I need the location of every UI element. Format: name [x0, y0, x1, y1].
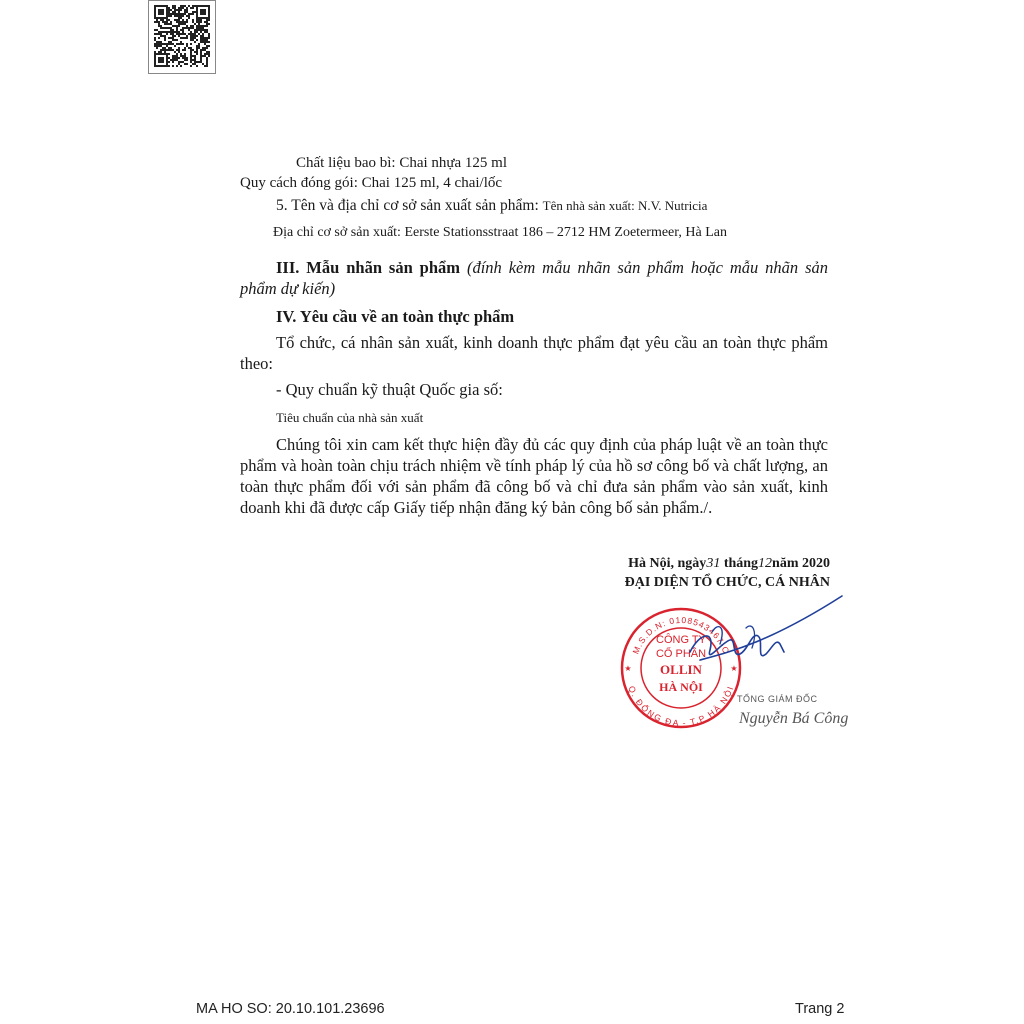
- stamp-bottom-text: Q. ĐỐNG ĐA - T.P HÀ NỘI: [626, 684, 736, 729]
- packaging-material: Chất liệu bao bì: Chai nhựa 125 ml: [296, 155, 508, 171]
- section3-heading: III. Mẫu nhãn sản phẩm: [276, 258, 461, 277]
- qr-code: [148, 0, 216, 74]
- section3-note: (đính kèm mẫu nhãn sản phẩm hoặc mẫu nhãn sản phẩm dự kiến): [240, 258, 828, 298]
- date-month-label: tháng: [723, 556, 759, 571]
- packaging-spec: Quy cách đóng gói: Chai 125 ml, 4 chai/lốc: [240, 175, 503, 191]
- qr-code-icon: [154, 5, 210, 67]
- handwritten-signature: [660, 592, 850, 692]
- date-place-prefix: Hà Nội, ngày: [628, 556, 707, 571]
- file-code: MA HO SO: 20.10.101.23696: [196, 1001, 385, 1017]
- stamp-line3: OLLIN: [660, 662, 702, 677]
- stamp-line2: CỔ PHẦN: [655, 648, 707, 660]
- date-month: 12: [758, 556, 773, 571]
- date-line: [560, 554, 830, 573]
- page-number: Trang 2: [795, 1001, 845, 1017]
- stamp-line1: CÔNG TY: [656, 634, 706, 646]
- section5-address: Địa chỉ cơ sở sản xuất: Eerste Stationsstraat 186 – 2712 HM Zoetermeer, Hà Lan: [273, 225, 727, 240]
- section5-manufacturer: Tên nhà sản xuất: N.V. Nutricia: [542, 198, 708, 213]
- stamp-ring-text: M.S.D.N: 0108543467-C: [630, 614, 732, 656]
- stamp-star-right: ★: [730, 664, 738, 673]
- stamp-star-left: ★: [624, 664, 632, 673]
- signature-block: [560, 554, 830, 592]
- date-year: năm 2020: [772, 556, 830, 571]
- stamp-line4: HÀ NỘI: [659, 680, 703, 694]
- standard-value: Tiêu chuẩn của nhà sản xuất: [276, 410, 424, 425]
- section4-intro: Tổ chức, cá nhân sản xuất, kinh doanh thực phẩm đạt yêu cầu an toàn thực phẩm theo:: [240, 333, 828, 373]
- section5-title: 5. Tên và địa chỉ cơ sở sản xuất sản phẩm:: [276, 197, 539, 214]
- representative-label: ĐẠI DIỆN TỔ CHỨC, CÁ NHÂN: [624, 575, 830, 590]
- section3-paragraph: [240, 257, 828, 299]
- director-title: TỔNG GIÁM ĐỐC: [737, 694, 818, 704]
- director-name: Nguyễn Bá Công: [739, 710, 849, 727]
- section5-line: [276, 197, 707, 215]
- commitment-paragraph: Chúng tôi xin cam kết thực hiện đầy đủ các quy định của pháp luật về an toàn thực phẩm và hoàn toàn chịu trách nhiệm về tính pháp lý của hồ sơ công bố và chất lượng, an toàn thực phẩm đối với sản phẩm đã công bố và chỉ đưa sản phẩm vào sản xuất, kinh doanh khi đã được cấp Giấy tiếp nhận đăng ký bản công bố sản phẩm./.: [240, 435, 828, 517]
- standard-label: - Quy chuẩn kỹ thuật Quốc gia số:: [276, 380, 503, 399]
- date-day: 31: [706, 556, 721, 571]
- section4-heading: IV. Yêu cầu về an toàn thực phẩm: [276, 307, 515, 326]
